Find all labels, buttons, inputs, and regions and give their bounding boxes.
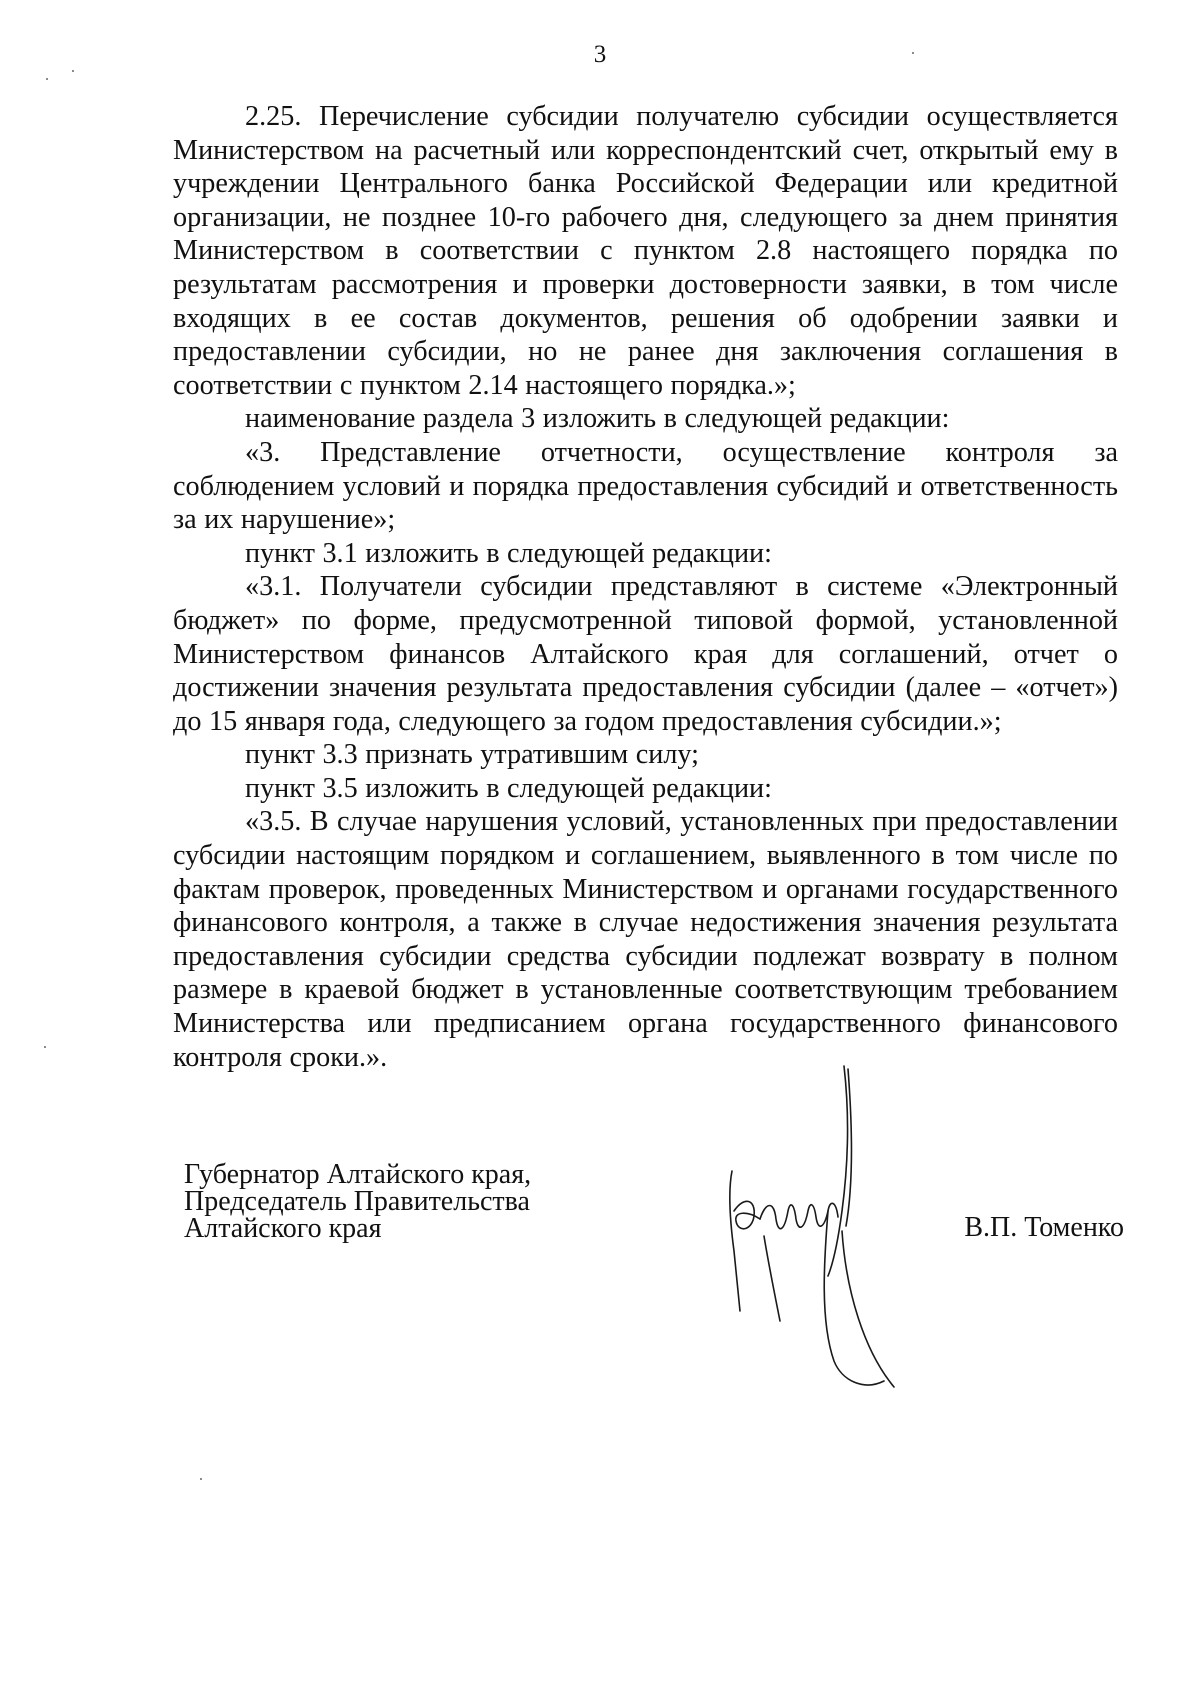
paragraph-3-3-repeal: пункт 3.3 признать утратившим силу; xyxy=(245,739,699,771)
document-body xyxy=(173,100,1118,1074)
paragraph-3-5: «3.5. В случае нарушения условий, установленных при предоставлении субсидии настоящим порядком и соглашением, выявленного в том числе по фактам проверок, проведенных Министерством и органами государственного финансового контроля, а также в случае недостижения значения результата предоставления субсидии средства субсидии подлежат возврату в полном размере в краевой бюджет в установленные соответствующим требованием Министерства или предписанием органа государственного финансового контроля сроки.». xyxy=(173,806,1118,1073)
scan-speck xyxy=(200,1478,202,1480)
scan-speck xyxy=(72,70,74,72)
signature-block xyxy=(184,1161,1124,1401)
paragraph-section-3-title-instruction: наименование раздела 3 изложить в следующей редакции: xyxy=(245,403,950,435)
page-number: 3 xyxy=(593,41,607,68)
scan-speck xyxy=(46,78,48,80)
paragraph-2-25: 2.25. Перечисление субсидии получателю субсидии осуществляется Министерством на расчетный или корреспондентский счет, открытый ему в учреждении Центрального банка Российской Федерации или кредитной организации, не позднее 10-го рабочего дня, следующего за днем принятия Министерством в соответствии с пунктом 2.8 настоящего порядка по результатам рассмотрения и проверки достоверности заявки, в том числе входящих в ее состав документов, решения об одобрении заявки и предоставлении субсидии, но не ранее дня заключения соглашения в соответствии с пунктом 2.14 настоящего порядка.»; xyxy=(173,101,1118,401)
paragraph-3-5-instruction: пункт 3.5 изложить в следующей редакции: xyxy=(245,772,772,804)
paragraph-3-1: «3.1. Получатели субсидии представляют в системе «Электронный бюджет» по форме, предусмотренной типовой формой, установленной Министерством финансов Алтайского края для соглашений, отчет о достижении значения результата предоставления субсидии (далее – «отчет») до 15 января года, следующего за годом предоставления субсидии.»; xyxy=(173,571,1118,737)
signatory-title-line: Губернатор Алтайского края, xyxy=(184,1159,532,1190)
handwritten-signature xyxy=(724,1061,924,1401)
scan-speck xyxy=(912,52,914,54)
signatory-name: В.П. Томенко xyxy=(964,1212,1124,1243)
signatory-title xyxy=(184,1161,531,1242)
signatory-title-line: Председатель Правительства xyxy=(184,1186,530,1217)
paragraph-3-1-instruction: пункт 3.1 изложить в следующей редакции: xyxy=(245,537,772,569)
signatory-title-line: Алтайского края xyxy=(184,1213,382,1244)
paragraph-section-3-title: «3. Представление отчетности, осуществление контроля за соблюдением условий и порядка предоставления субсидий и ответственность за их нарушение»; xyxy=(173,436,1118,536)
scan-speck xyxy=(44,1046,46,1048)
